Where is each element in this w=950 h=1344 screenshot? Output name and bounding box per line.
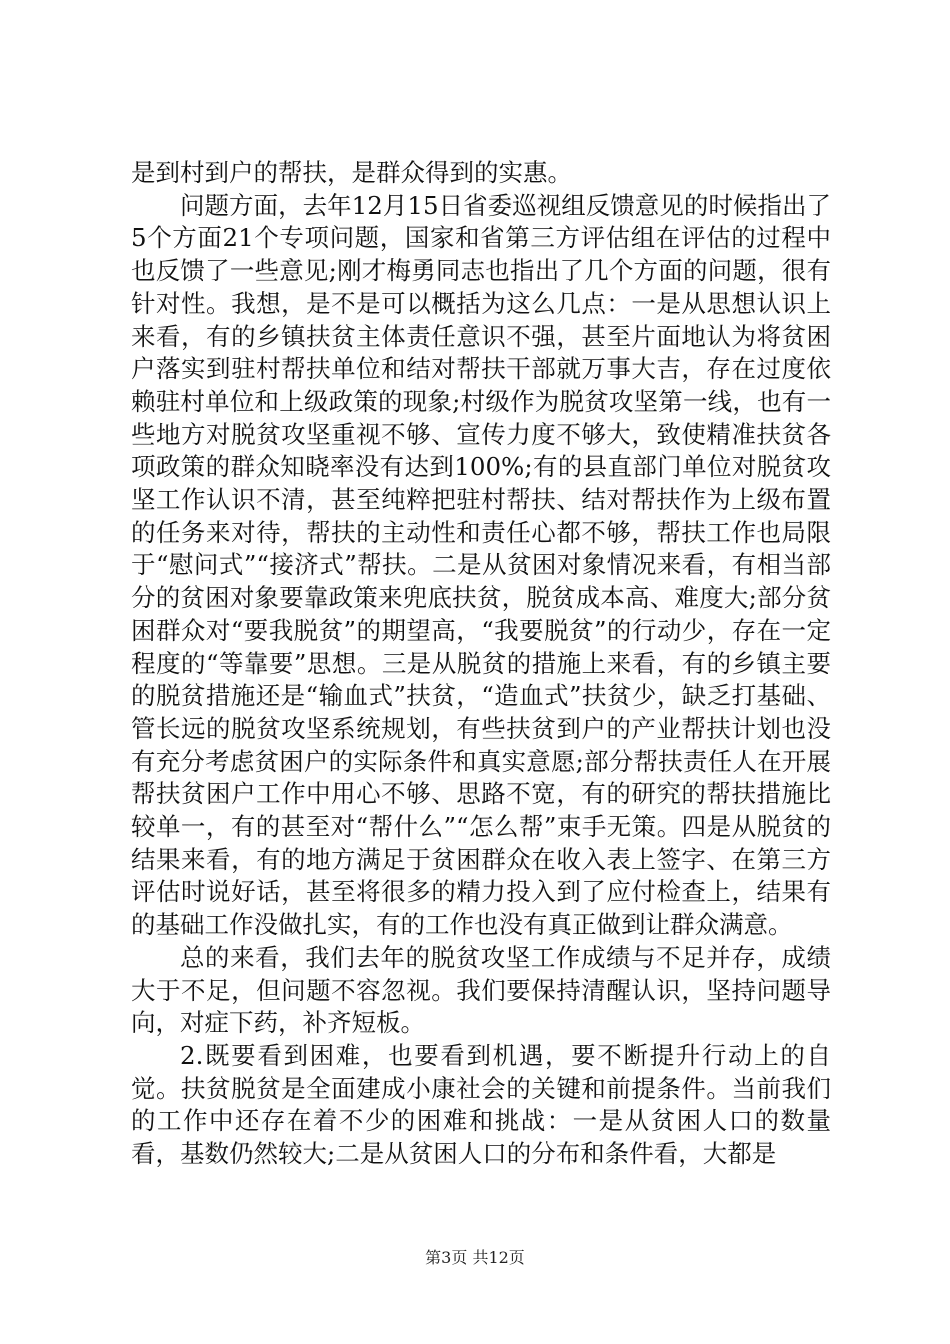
page-number-footer: 第3页 共12页 — [425, 1248, 525, 1267]
paragraph-summary: 总的来看，我们去年的脱贫攻坚工作成绩与不足并存，成绩大于不足，但问题不容忽视。我们要保持清醒认识，坚持问题导向，对症下药，补齐短板。 — [131, 942, 831, 1038]
paragraph-problems: 问题方面，去年12月15日省委巡视组反馈意见的时候指出了5个方面21个专项问题，国家和省第三方评估组在评估的过程中也反馈了一些意见;刚才梅勇同志也指出了几个方面的问题，很有针对性。我想，是不是可以概括为这么几点：一是从思想认识上来看，有的乡镇扶贫主体责任意识不强，甚至片面地认为将贫困户落实到驻村帮扶单位和结对帮扶干部就万事大吉，存在过度依赖驻村单位和上级政策的现象;村级作为脱贫攻坚第一线，也有一些地方对脱贫攻坚重视不够、宣传力度不够大，致使精准扶贫各项政策的群众知晓率没有达到100%;有的县直部门单位对脱贫攻坚工作认识不清，甚至纯粹把驻村帮扶、结对帮扶作为上级布置的任务来对待，帮扶的主动性和责任心都不够，帮扶工作也局限于“慰问式”“接济式”帮扶。二是从贫困对象情况来看，有相当部分的贫困对象要靠政策来兜底扶贫，脱贫成本高、难度大;部分贫困群众对“要我脱贫”的期望高，“我要脱贫”的行动少，存在一定程度的“等靠要”思想。三是从脱贫的措施上来看，有的乡镇主要的脱贫措施还是“输血式”扶贫，“造血式”扶贫少，缺乏打基础、管长远的脱贫攻坚系统规划，有些扶贫到户的产业帮扶计划也没有充分考虑贫困户的实际条件和真实意愿;部分帮扶责任人在开展帮扶贫困户工作中用心不够、思路不宽，有的研究的帮扶措施比较单一，有的甚至对“帮什么”“怎么帮”束手无策。四是从脱贫的结果来看，有的地方满足于贫困群众在收入表上签字、在第三方评估时说好话，甚至将很多的精力投入到了应付检查上，结果有的基础工作没做扎实，有的工作也没有真正做到让群众满意。 — [131, 190, 831, 940]
paragraph-continuation: 是到村到户的帮扶，是群众得到的实惠。 — [131, 158, 572, 187]
paragraph-section-2: 2.既要看到困难，也要看到机遇，要不断提升行动上的自觉。扶贫脱贫是全面建成小康社会的关键和前提条件。当前我们的工作中还存在着不少的困难和挑战：一是从贫困人口的数量看，基数仍然较大;二是从贫困人口的分布和条件看，大都是 — [131, 1040, 831, 1169]
document-body — [131, 157, 831, 1171]
